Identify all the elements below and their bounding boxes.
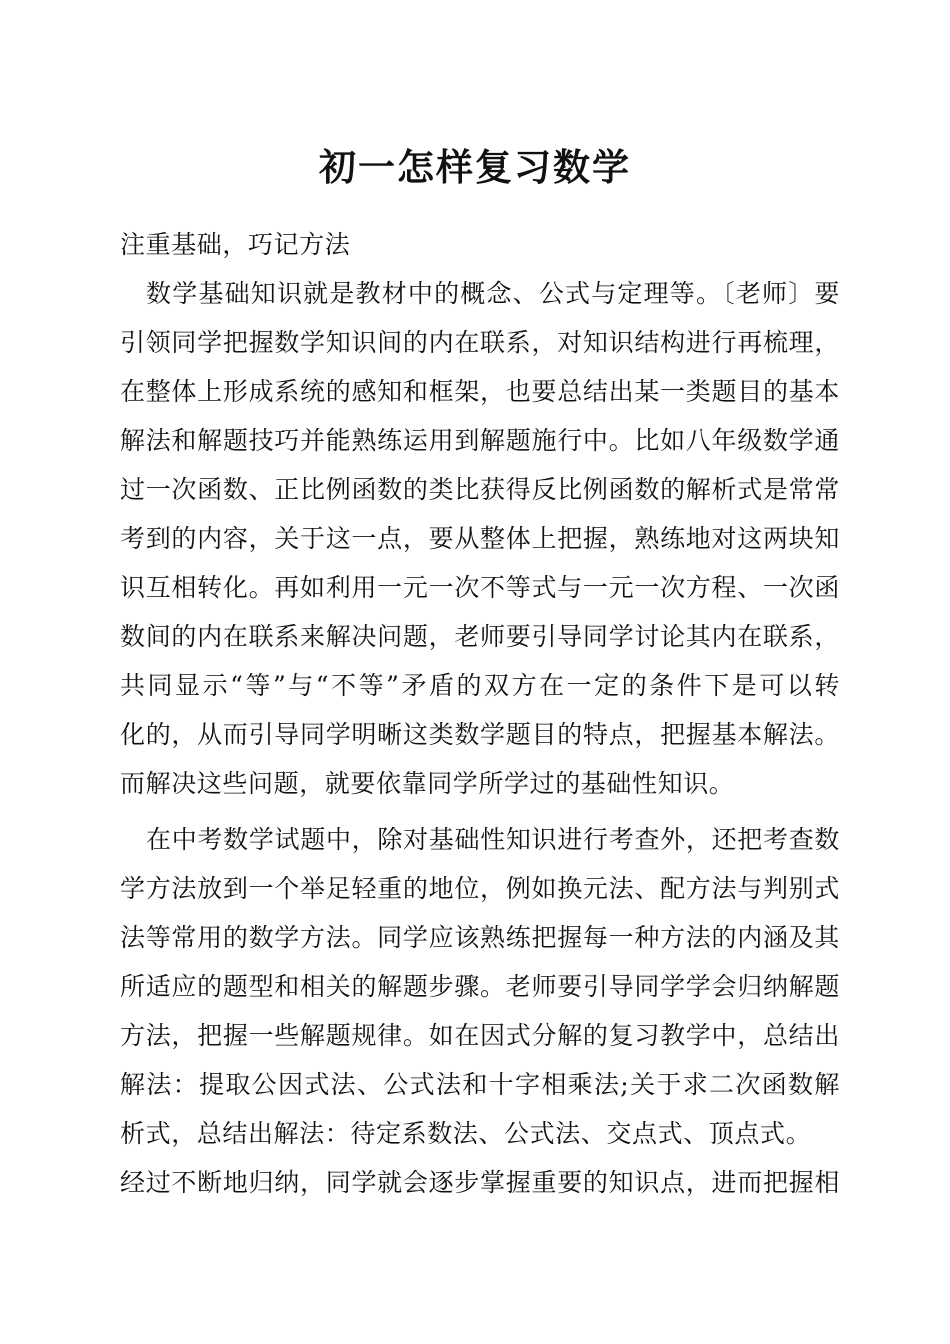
paragraph-1-line: 化的，从而引导同学明晰这类数学题目的特点，把握基本解法。 xyxy=(120,720,840,749)
paragraph-1-line: 过一次函数、正比例函数的类比获得反比例函数的解析式是常常 xyxy=(120,475,840,504)
paragraph-1-line: 识互相转化。再如利用一元一次不等式与一元一次方程、一次函 xyxy=(120,573,840,602)
paragraph-1-line: 共同显示“等”与“不等”矛盾的双方在一定的条件下是可以转 xyxy=(120,671,840,700)
paragraph-2-line: 法等常用的数学方法。同学应该熟练把握每一种方法的内涵及其 xyxy=(120,923,840,952)
paragraph-1-line: 考到的内容，关于这一点，要从整体上把握，熟练地对这两块知 xyxy=(120,524,840,553)
subheading: 注重基础，巧记方法 xyxy=(120,230,351,259)
paragraph-1-line: 数学基础知识就是教材中的概念、公式与定理等。〔老师〕要 xyxy=(146,279,840,308)
paragraph-2-line: 方法，把握一些解题规律。如在因式分解的复习教学中，总结出 xyxy=(120,1021,840,1050)
document-title: 初一怎样复习数学 xyxy=(319,145,631,189)
paragraph-2-line: 解法：提取公因式法、公式法和十字相乘法;关于求二次函数解 xyxy=(120,1070,840,1099)
paragraph-1-line: 解法和解题技巧并能熟练运用到解题施行中。比如八年级数学通 xyxy=(120,426,840,455)
paragraph-2-line: 学方法放到一个举足轻重的地位，例如换元法、配方法与判别式 xyxy=(120,874,840,903)
paragraph-1-line: 在整体上形成系统的感知和框架，也要总结出某一类题目的基本 xyxy=(120,377,840,406)
paragraph-2-line: 所适应的题型和相关的解题步骤。老师要引导同学学会归纳解题 xyxy=(120,972,840,1001)
paragraph-1-line: 而解决这些问题，就要依靠同学所学过的基础性知识。 xyxy=(120,769,735,798)
paragraph-1-line: 引领同学把握数学知识间的内在联系，对知识结构进行再梳理， xyxy=(120,328,840,357)
paragraph-1-line: 数间的内在联系来解决问题，老师要引导同学讨论其内在联系， xyxy=(120,622,840,651)
paragraph-2-line: 析式，总结出解法：待定系数法、公式法、交点式、顶点式。 xyxy=(120,1119,812,1148)
paragraph-2-line: 在中考数学试题中，除对基础性知识进行考查外，还把考查数 xyxy=(146,825,840,854)
paragraph-2-line: 经过不断地归纳，同学就会逐步掌握重要的知识点，进而把握相 xyxy=(120,1168,840,1197)
